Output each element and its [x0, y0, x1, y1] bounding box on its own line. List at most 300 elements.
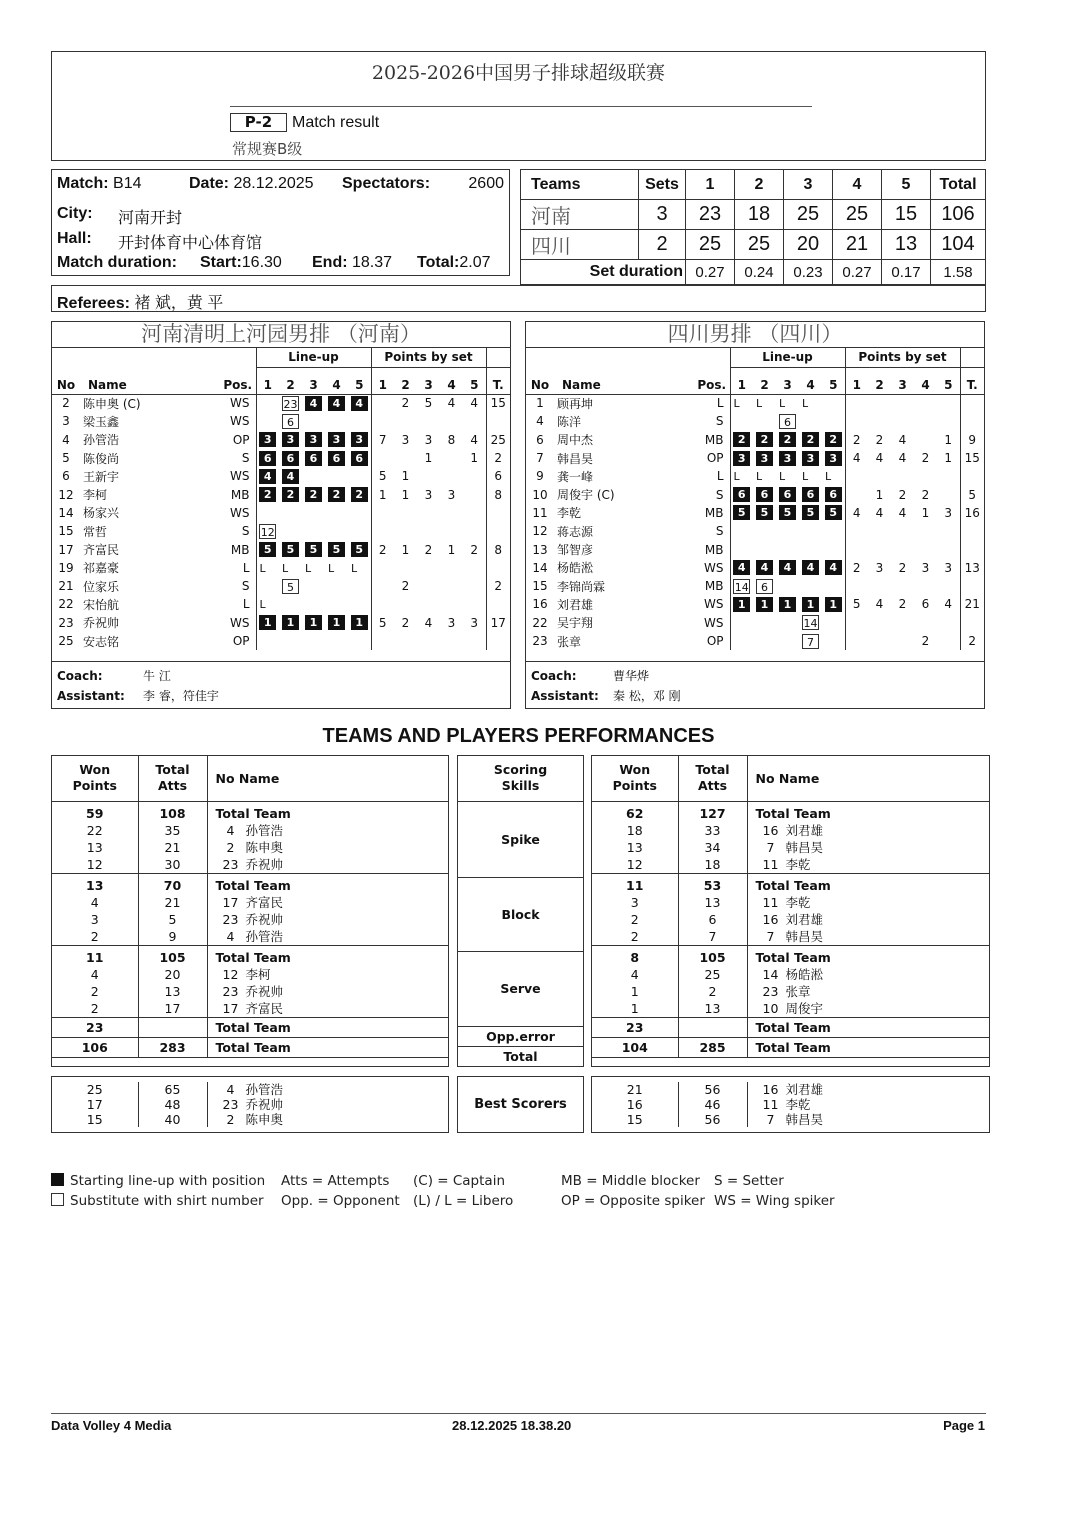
set-points: 3: [921, 560, 930, 575]
player-name: 韩昌昊: [785, 1112, 824, 1127]
player-row: [526, 394, 984, 412]
player-row: [52, 467, 510, 485]
starting-position-mark: 1: [259, 615, 276, 630]
set-duration: 0.17: [882, 260, 931, 285]
player-position: MB: [704, 432, 724, 447]
lineup-cell: [256, 431, 279, 449]
player-position: L: [716, 396, 724, 411]
set-points: [937, 614, 960, 632]
lineup-cell: [730, 394, 753, 412]
set-points: 1: [470, 451, 479, 466]
player-total-points: [960, 540, 984, 558]
set-duration: 0.27: [833, 260, 882, 285]
lineup-cell: [822, 449, 845, 467]
lineup-cell: [730, 614, 753, 632]
player-stat-row: [592, 856, 989, 874]
player-number: 12: [58, 487, 74, 502]
lineup-cell: [256, 449, 279, 467]
player-position: WS: [230, 505, 250, 520]
lineup-cell: [753, 577, 776, 595]
set-points: [914, 577, 937, 595]
starting-position-mark: 1: [825, 597, 842, 612]
player-number: 19: [58, 560, 74, 575]
lineup-cell: [822, 485, 845, 503]
player-row: [52, 449, 510, 467]
set-points: 1: [875, 487, 884, 502]
libero-mark: L: [779, 397, 786, 411]
no-name: [747, 983, 989, 1000]
set-points: [868, 540, 891, 558]
lineup-cell: [822, 540, 845, 558]
lineup-cell: [822, 577, 845, 595]
set-points: [937, 540, 960, 558]
set-points: 2: [845, 431, 868, 449]
phase-subtitle: 常规赛B级: [232, 140, 303, 158]
starting-position-mark: 5: [802, 505, 819, 520]
set-points: [891, 522, 914, 540]
set-points: [440, 467, 463, 485]
player-no: 11: [762, 894, 779, 910]
lineup-cell: [799, 504, 822, 522]
player-number: 22: [58, 597, 74, 612]
player-no: 23: [222, 983, 239, 999]
player-stat-row: [592, 822, 989, 839]
won-points: 59: [52, 801, 138, 822]
lineup-cell: [348, 449, 371, 467]
starting-square-icon: [51, 1173, 64, 1186]
player-name: 周俊宇: [785, 1000, 824, 1016]
lineup-cell: [348, 559, 371, 577]
total-team-label: Total Team: [755, 1019, 831, 1035]
player-row: [52, 394, 510, 412]
col-set: 2: [760, 377, 769, 392]
won-points: 12: [52, 856, 138, 874]
hall-label: Hall:: [57, 230, 92, 247]
lineup-cell: [325, 614, 348, 632]
roster-body: [526, 394, 984, 650]
skill-label: Serve: [500, 981, 541, 996]
legend-s: S = Setter: [714, 1173, 784, 1189]
legend-libero: (L) / L = Libero: [413, 1193, 514, 1209]
player-name: 陈洋: [557, 414, 582, 429]
player-row: [52, 485, 510, 503]
points-header: Points by set: [845, 348, 960, 367]
lineup-cell: [325, 504, 348, 522]
roster-table: [526, 348, 984, 650]
set-points: 2: [921, 451, 930, 466]
set-points: 5: [371, 467, 394, 485]
no-name: [207, 928, 448, 946]
player-number: 14: [532, 560, 548, 575]
set-points: [417, 412, 440, 430]
set-points: [463, 577, 486, 595]
set-points: [937, 467, 960, 485]
col-set: 4: [921, 377, 930, 392]
substitute-mark: 7: [802, 634, 819, 649]
player-name: 李柯: [83, 488, 108, 503]
lineup-cell: [279, 614, 302, 632]
team-total-row: [592, 873, 989, 894]
player-name: 齐富民: [245, 1000, 284, 1016]
no-name: [747, 966, 989, 983]
summary-row: [592, 1037, 989, 1057]
set-points: 4: [944, 597, 953, 612]
total-atts: 33: [678, 822, 747, 839]
player-stat-row: [592, 966, 989, 983]
total-atts: 105: [138, 945, 207, 966]
player-name: 刘君雄: [785, 822, 824, 838]
coach-label: Coach:: [531, 669, 577, 683]
player-position: OP: [232, 634, 250, 648]
player-number: 25: [58, 634, 74, 648]
no-name: [747, 1112, 989, 1127]
col-won-points: Won Points: [592, 756, 678, 801]
no-name: [207, 911, 448, 928]
starting-position-mark: 3: [328, 432, 345, 447]
set-points: 4: [898, 505, 907, 520]
set-points: [440, 412, 463, 430]
set-points: [417, 632, 440, 650]
starting-position-mark: 6: [282, 451, 299, 466]
form-name: Match result: [292, 114, 380, 131]
col-no: No: [56, 377, 76, 392]
lineup-cell: [822, 595, 845, 613]
no-name: [207, 945, 448, 966]
won-points: 15: [592, 1112, 678, 1127]
won-points: 25: [52, 1082, 138, 1097]
set-points: [463, 485, 486, 503]
set-points: [440, 522, 463, 540]
set-points: 1: [401, 542, 410, 557]
player-no: 4: [226, 822, 235, 838]
won-points: 13: [52, 839, 138, 856]
lineup-cell: [325, 559, 348, 577]
lineup-cell: [302, 595, 325, 613]
score-header-set2: 2: [735, 170, 784, 200]
lineup-cell: [822, 559, 845, 577]
roster-home: [51, 321, 511, 709]
set-points: [417, 467, 440, 485]
set-points: 2: [401, 579, 410, 594]
player-name: 乔祝帅: [245, 983, 284, 999]
set-points: 3: [447, 487, 456, 502]
total-atts: 9: [138, 928, 207, 946]
set-points: [868, 632, 891, 650]
best-scorers-label-box: [457, 1076, 584, 1133]
player-number: 23: [532, 634, 548, 648]
won-points: 4: [52, 966, 138, 983]
no-name: [207, 801, 448, 822]
lineup-cell: [256, 394, 279, 412]
legend-mb: MB = Middle blocker: [561, 1173, 700, 1189]
libero-mark: L: [259, 598, 266, 612]
player-stat-row: [52, 822, 448, 839]
set-points: [394, 412, 417, 430]
no-name: [207, 894, 448, 911]
set-points: 2: [424, 542, 433, 557]
player-position: MB: [704, 579, 724, 594]
player-name: Total Team: [755, 805, 831, 821]
starting-position-mark: 3: [825, 451, 842, 466]
lineup-cell: [325, 522, 348, 540]
lineup-cell: [325, 412, 348, 430]
player-total-points: [960, 577, 984, 595]
lineup-cell: [730, 577, 753, 595]
player-name: 刘君雄: [557, 597, 594, 612]
lineup-cell: [799, 431, 822, 449]
starting-position-mark: 6: [328, 451, 345, 466]
player-total-points: 5: [960, 485, 984, 503]
lineup-cell: [348, 632, 371, 650]
player-number: 17: [58, 542, 74, 557]
player-total-points: 9: [960, 431, 984, 449]
no-name: [207, 1000, 448, 1018]
referees-label: Referees:: [57, 295, 130, 312]
player-number: 22: [532, 615, 548, 630]
legend-text: Substitute with shirt number: [70, 1193, 264, 1209]
col-set: 3: [424, 377, 433, 392]
no-name: [747, 822, 989, 839]
lineup-cell: [302, 467, 325, 485]
player-position: S: [241, 524, 250, 539]
lineup-cell: [776, 632, 799, 650]
lineup-cell: [776, 412, 799, 430]
set-points: 8: [447, 432, 456, 447]
lineup-cell: [776, 485, 799, 503]
lineup-cell: [799, 449, 822, 467]
lineup-cell: [776, 522, 799, 540]
best-scorer-row: [52, 1112, 448, 1127]
league-title: 2025-2026中国男子排球超级联赛: [371, 62, 666, 84]
set-duration: 0.24: [735, 260, 784, 285]
set-points: [891, 577, 914, 595]
score-set-points: 25: [735, 230, 784, 260]
player-row: [52, 595, 510, 613]
starting-position-mark: 5: [259, 542, 276, 557]
player-row: [52, 577, 510, 595]
starting-position-mark: 5: [779, 505, 796, 520]
player-total-points: 13: [960, 559, 984, 577]
won-points: 1: [592, 1000, 678, 1018]
lineup-cell: [799, 394, 822, 412]
player-no: 7: [766, 839, 775, 855]
start-time: 16.30: [241, 254, 282, 271]
player-name: 杨皓淞: [557, 561, 594, 576]
best-scorer-row: [52, 1097, 448, 1112]
score-sets: 3: [639, 200, 686, 230]
set-points: [371, 522, 394, 540]
best-scorer-row: [592, 1082, 989, 1097]
set-points: 4: [875, 451, 884, 466]
player-name: 陈申奥 (C): [83, 396, 141, 411]
lineup-cell: [348, 595, 371, 613]
set-points: 3: [447, 615, 456, 630]
player-name: 杨皓淞: [785, 966, 824, 982]
player-total-points: 15: [960, 449, 984, 467]
player-name: 孙管浩: [245, 822, 284, 838]
set-points: 2: [898, 597, 907, 612]
player-number: 13: [532, 542, 548, 557]
player-position: WS: [704, 560, 724, 575]
set-points: 1: [401, 487, 410, 502]
lineup-cell: [348, 522, 371, 540]
total-row: [417, 254, 491, 272]
libero-mark: L: [351, 561, 358, 575]
player-number: 11: [532, 505, 548, 520]
starting-position-mark: 1: [756, 597, 773, 612]
player-total-points: 8: [486, 540, 510, 558]
set-duration-label: Set duration: [521, 260, 686, 285]
set-points: 4: [845, 504, 868, 522]
lineup-cell: [348, 577, 371, 595]
set-points: [394, 559, 417, 577]
title-divider: [230, 106, 812, 107]
player-position: S: [715, 524, 724, 539]
col-set: 3: [309, 377, 318, 392]
scoring-skills-header: Scoring Skills: [493, 762, 548, 794]
total-atts: 127: [678, 801, 747, 822]
player-total-points: [486, 412, 510, 430]
set-points: [371, 595, 394, 613]
starting-position-mark: 2: [305, 487, 322, 502]
set-points: 2: [898, 560, 907, 575]
perf-header-row: [592, 756, 989, 801]
set-points: [394, 504, 417, 522]
libero-mark: L: [733, 470, 740, 484]
lineup-cell: [325, 632, 348, 650]
set-points: [937, 485, 960, 503]
starting-position-mark: 4: [328, 396, 345, 411]
libero-mark: L: [779, 470, 786, 484]
lineup-cell: [302, 449, 325, 467]
player-position: OP: [706, 634, 724, 648]
set-points: [463, 595, 486, 613]
player-position: S: [715, 487, 724, 502]
player-position: WS: [230, 414, 250, 429]
lineup-cell: [279, 485, 302, 503]
set-points: [914, 412, 937, 430]
player-total-points: [960, 522, 984, 540]
total-atts: 17: [138, 1000, 207, 1018]
no-name: [747, 894, 989, 911]
lineup-cell: [348, 412, 371, 430]
col-set: 1: [730, 367, 753, 394]
lineup-cell: [776, 614, 799, 632]
set-points: [891, 394, 914, 412]
set-points: 1: [447, 542, 456, 557]
lineup-cell: [302, 504, 325, 522]
starting-position-mark: 5: [351, 542, 368, 557]
duration-label: Match duration:: [57, 254, 177, 271]
player-name: 杨家兴: [83, 506, 120, 521]
starting-position-mark: 6: [305, 451, 322, 466]
roster-body: [52, 394, 510, 650]
col-set: 1: [256, 367, 279, 394]
total-atts: 21: [138, 894, 207, 911]
starting-position-mark: 1: [328, 615, 345, 630]
total-atts: 21: [138, 839, 207, 856]
starting-position-mark: 6: [259, 451, 276, 466]
footer-divider: [51, 1413, 986, 1414]
lineup-cell: [256, 614, 279, 632]
won-points: 22: [52, 822, 138, 839]
assistant-label: Assistant:: [57, 689, 125, 703]
set-points: [845, 467, 868, 485]
match-label: Match:: [57, 175, 109, 192]
starting-position-mark: 2: [328, 487, 345, 502]
lineup-cell: [776, 595, 799, 613]
set-points: [440, 577, 463, 595]
score-team-name: 四川: [521, 230, 639, 260]
lineup-cell: [302, 412, 325, 430]
player-number: 6: [536, 432, 544, 447]
player-name: 邹智彦: [557, 543, 594, 558]
player-position: MB: [230, 487, 250, 502]
set-points: [394, 595, 417, 613]
set-points: [371, 559, 394, 577]
won-points: 16: [592, 1097, 678, 1112]
set-points: [868, 467, 891, 485]
player-no: 2: [226, 839, 235, 855]
player-name: Total Team: [215, 805, 291, 821]
total-atts: 35: [138, 822, 207, 839]
no-name: [207, 873, 448, 894]
footer-page: Page 1: [943, 1418, 985, 1433]
total-atts: 25: [678, 966, 747, 983]
lineup-cell: [256, 485, 279, 503]
total-atts: 13: [678, 894, 747, 911]
best-scorers-away: [591, 1076, 990, 1133]
starting-position-mark: 5: [282, 542, 299, 557]
lineup-cell: [256, 467, 279, 485]
set-points: [845, 632, 868, 650]
set-points: [937, 394, 960, 412]
lineup-cell: [799, 614, 822, 632]
player-position: WS: [704, 615, 724, 630]
total-atts: 5: [138, 911, 207, 928]
no-name: [747, 1082, 989, 1097]
won-points: 2: [52, 1000, 138, 1018]
score-set-points: 23: [686, 200, 735, 230]
col-no-name: No Name: [215, 770, 280, 786]
hall-value: 开封体育中心体育馆: [118, 235, 263, 252]
set-points: 5: [371, 614, 394, 632]
set-points: [394, 632, 417, 650]
won-points: 8: [592, 945, 678, 966]
player-position: MB: [230, 542, 250, 557]
best-scorer-row: [592, 1112, 989, 1127]
lineup-cell: [753, 412, 776, 430]
player-row: [526, 449, 984, 467]
won-points: 1: [592, 983, 678, 1000]
player-number: 3: [62, 414, 70, 429]
player-total-points: 15: [486, 394, 510, 412]
total-atts: 53: [678, 873, 747, 894]
col-total: T.: [960, 367, 984, 394]
substitute-mark: 6: [756, 579, 773, 594]
total-team-label: Total Team: [215, 1019, 291, 1035]
total-team-label: Total Team: [755, 1039, 831, 1055]
libero-mark: L: [756, 470, 763, 484]
lineup-cell: [279, 394, 302, 412]
total-atts: 56: [678, 1112, 747, 1127]
player-name: 王新宇: [83, 469, 120, 484]
col-total-atts: Total Atts: [678, 756, 747, 801]
player-name: 孙管浩: [245, 928, 284, 944]
player-stat-row: [52, 839, 448, 856]
set-points: 3: [875, 560, 884, 575]
player-total-points: [960, 467, 984, 485]
